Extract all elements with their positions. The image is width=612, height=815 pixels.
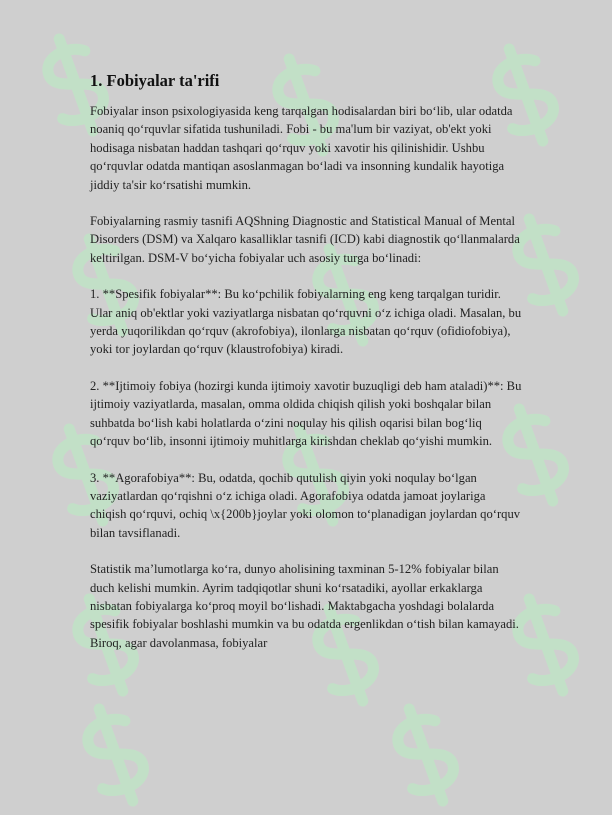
dollar-logo-icon bbox=[70, 700, 162, 810]
paragraph-social-phobia: 2. **Ijtimoiy fobiya (hozirgi kunda ijtimoiy xavotir buzuqligi deb ham ataladi)**: Bu ijtimoiy vaziyatlarda, masalan, omma oldida chiqish qilish yoki boshqalar bilan suhbatda bo‘lish kabi holatlarda o‘zini noqulay his qilish oqarisi bilan bog‘liq qo‘rquv bo‘lib, insonni ijtimoiy muhitlarga kirishdan cheklab qo‘yishi mumkin. bbox=[90, 378, 522, 449]
section-heading: 1. Fobiyalar ta'rifi bbox=[90, 71, 220, 90]
paragraph-specific-phobias: 1. **Spesifik fobiyalar**: Bu ko‘pchilik fobiyalarning eng keng tarqalgan turidir. Ular aniq ob'ektlar yoki vaziyatlarga nisbatan qo‘rquvni o‘z ichiga oladi. Masalan, bu yerda yuqorilikdan qo‘rquv (akrofobiya), ilonlarga nisbatan qo‘rquv (ofidiofobiya), yoki tor joylardan qo‘rquv (klaustrofobiya) kiradi. bbox=[90, 287, 522, 357]
document-body bbox=[90, 70, 522, 670]
paragraph-statistics: Statistik ma’lumotlarga ko‘ra, dunyo aholisining taxminan 5-12% fobiyalar bilan duch kelishi mumkin. Ayrim tadqiqotlar shuni ko‘rsatadiki, ayollar erkaklarga nisbatan fobiyalarga ko‘proq moyil bo‘lishadi. Maktabgacha yoshdagi bolalarda spesifik fobiyalar boshlashi mumkin va bu odatda ergenlikdan o‘tish bilan kamayadi. Biroq, agar davolanmasa, fobiyalar bbox=[90, 562, 519, 650]
paragraph-intro: Fobiyalar inson psixologiyasida keng tarqalgan hodisalardan biri bo‘lib, ular odatda noaniq qo‘rquvlar sifatida tushuniladi. Fobi - bu ma'lum bir vaziyat, ob'ekt yoki hodisaga nisbatan haddan tashqari qo‘rquv yoki xavotir his qilinishidir. Ushbu qo‘rquvlar odatda mantiqan asoslanmagan bo‘ladi va insonning kundalik hayotiga jiddiy ta'sir ko‘rsatishi mumkin. bbox=[90, 104, 513, 192]
paragraph-classification: Fobiyalarning rasmiy tasnifi AQShning Diagnostic and Statistical Manual of Mental Disorders (DSM) va Xalqaro kasalliklar tasnifi (ICD) kabi diagnostik qo‘llanmalarda keltirilgan. DSM-V bo‘yicha fobiyalar uch asosiy turga bo‘linadi: bbox=[90, 214, 520, 265]
paragraph-agoraphobia: 3. **Agorafobiya**: Bu, odatda, qochib qutulish qiyin yoki noqulay bo‘lgan vaziyatlardan qo‘rqishni o‘z ichiga oladi. Agorafobiya odatda jamoat joylariga chiqish qo‘rquvi, ochiq \x{200b}joylar yoki olomon to‘planadigan joylardan qo‘rquv bilan tavsiflanadi. bbox=[90, 470, 521, 540]
dollar-logo-icon bbox=[380, 700, 472, 810]
